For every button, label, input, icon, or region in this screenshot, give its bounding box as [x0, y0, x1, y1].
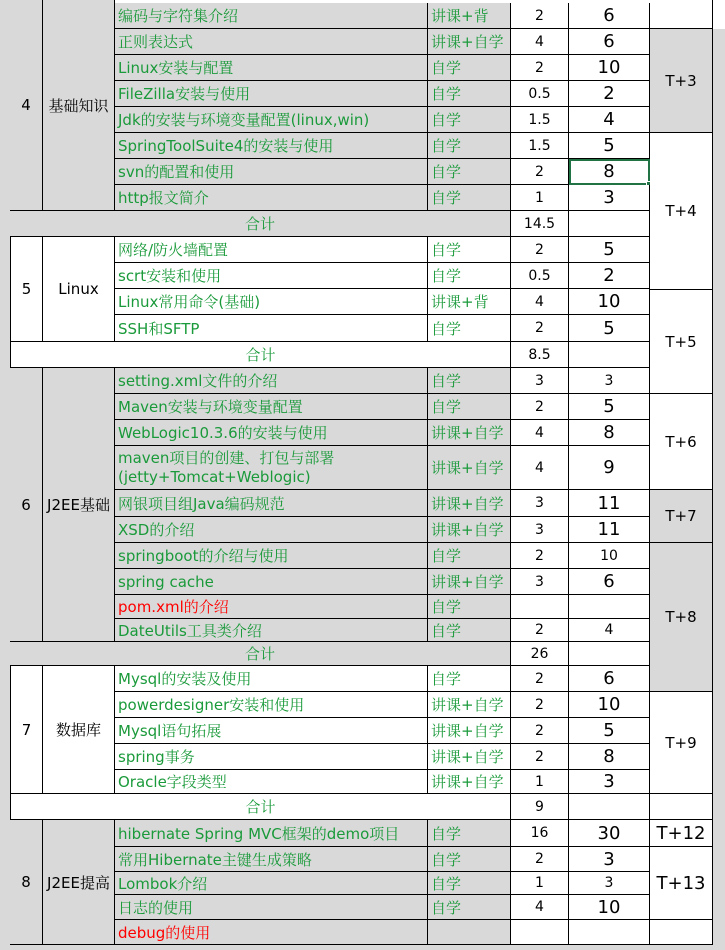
topic-cell[interactable]: spring cache	[115, 569, 428, 595]
days-cell[interactable]: 3	[569, 847, 650, 872]
topic-cell[interactable]: Mysql的安装及使用	[115, 666, 428, 692]
days-cell[interactable]	[569, 920, 650, 945]
hours-cell[interactable]: 3	[511, 490, 569, 517]
topic-cell[interactable]: svn的配置和使用	[115, 159, 428, 185]
hours-cell[interactable]: 2	[511, 543, 569, 569]
hours-cell[interactable]: 3	[511, 517, 569, 543]
topic-cell[interactable]: 常用Hibernate主键生成策略	[115, 847, 428, 872]
section-number[interactable]: 7	[10, 666, 43, 794]
days-cell[interactable]: 8	[569, 420, 650, 446]
hours-cell[interactable]: 1.5	[511, 133, 569, 159]
hours-cell[interactable]: 0.5	[511, 81, 569, 107]
hours-cell[interactable]: 1	[511, 770, 569, 794]
section-name[interactable]: 基础知识	[43, 0, 115, 211]
days-cell[interactable]: 2	[569, 263, 650, 289]
mode-cell[interactable]: 讲课+自学	[428, 569, 511, 595]
hours-cell[interactable]: 2	[511, 692, 569, 718]
days-cell[interactable]: 3	[569, 185, 650, 211]
mode-cell[interactable]: 自学	[428, 159, 511, 185]
hours-cell[interactable]	[511, 920, 569, 945]
topic-cell[interactable]: Linux安装与配置	[115, 55, 428, 81]
schedule-cell[interactable]: T+9	[650, 692, 713, 794]
topic-cell[interactable]: spring事务	[115, 744, 428, 770]
hours-cell[interactable]: 2	[511, 666, 569, 692]
mode-cell[interactable]: 自学	[428, 847, 511, 872]
schedule-cell[interactable]: T+13	[650, 847, 713, 920]
hours-cell[interactable]: 1.5	[511, 107, 569, 133]
schedule-cell[interactable]: T+12	[650, 820, 713, 847]
hours-cell[interactable]: 2	[511, 315, 569, 342]
days-cell[interactable]: 8	[569, 744, 650, 770]
total-label[interactable]: 合计	[10, 642, 511, 666]
schedule-cell[interactable]: T+3	[650, 29, 713, 133]
days-cell[interactable]: 3	[569, 368, 650, 394]
mode-cell[interactable]: 讲课+背	[428, 3, 511, 29]
mode-cell[interactable]: 讲课+自学	[428, 692, 511, 718]
hours-cell[interactable]: 2	[511, 394, 569, 420]
hours-cell[interactable]: 2	[511, 744, 569, 770]
total-label[interactable]: 合计	[10, 794, 511, 820]
mode-cell[interactable]: 讲课+自学	[428, 446, 511, 490]
mode-cell[interactable]: 自学	[428, 263, 511, 289]
hours-cell[interactable]: 1	[511, 185, 569, 211]
section-name[interactable]: 数据库	[43, 666, 115, 794]
total-days-empty[interactable]	[569, 211, 650, 237]
total-hours[interactable]: 9	[511, 794, 569, 820]
hours-cell[interactable]: 4	[511, 446, 569, 490]
days-cell[interactable]: 6	[569, 569, 650, 595]
schedule-cell[interactable]: T+7	[650, 490, 713, 543]
hours-cell[interactable]: 0.5	[511, 263, 569, 289]
section-number[interactable]: 6	[10, 368, 43, 642]
mode-cell[interactable]: 自学	[428, 394, 511, 420]
topic-cell[interactable]: setting.xml文件的介绍	[115, 368, 428, 394]
topic-cell[interactable]: XSD的介绍	[115, 517, 428, 543]
days-cell[interactable]: 3	[569, 872, 650, 895]
total-days-empty[interactable]	[569, 794, 650, 820]
mode-cell[interactable]: 自学	[428, 55, 511, 81]
days-cell[interactable]: 10	[569, 55, 650, 81]
mode-cell[interactable]: 自学	[428, 666, 511, 692]
days-cell[interactable]: 3	[569, 770, 650, 794]
days-cell[interactable]: 10	[569, 289, 650, 315]
days-cell[interactable]: 5	[569, 718, 650, 744]
topic-cell[interactable]: Oracle字段类型	[115, 770, 428, 794]
schedule-cell-empty[interactable]	[650, 794, 713, 820]
hours-cell[interactable]: 2	[511, 3, 569, 29]
topic-cell[interactable]: 正则表达式	[115, 29, 428, 55]
topic-cell[interactable]: 网络/防火墙配置	[115, 237, 428, 263]
topic-cell[interactable]: SpringToolSuite4的安装与使用	[115, 133, 428, 159]
hours-cell[interactable]: 1	[511, 872, 569, 895]
section-name[interactable]: Linux	[43, 237, 115, 342]
hours-cell[interactable]: 4	[511, 29, 569, 55]
schedule-cell[interactable]: T+6	[650, 394, 713, 490]
total-label[interactable]: 合计	[10, 342, 511, 368]
topic-cell[interactable]: Linux常用命令(基础)	[115, 289, 428, 315]
topic-cell[interactable]: http报文简介	[115, 185, 428, 211]
hours-cell[interactable]	[511, 595, 569, 619]
section-number[interactable]: 8	[10, 820, 43, 945]
schedule-cell[interactable]: T+8	[650, 543, 713, 692]
mode-cell[interactable]: 讲课+自学	[428, 744, 511, 770]
hours-cell[interactable]: 2	[511, 159, 569, 185]
next-column-strip	[713, 29, 725, 950]
topic-cell[interactable]: Lombok介绍	[115, 872, 428, 895]
section-number[interactable]: 5	[10, 237, 43, 342]
mode-cell[interactable]: 自学	[428, 315, 511, 342]
hours-cell[interactable]: 3	[511, 569, 569, 595]
topic-cell[interactable]: springboot的介绍与使用	[115, 543, 428, 569]
schedule-cell[interactable]: T+5	[650, 290, 713, 394]
hours-cell[interactable]: 4	[511, 420, 569, 446]
topic-cell[interactable]: debug的使用	[115, 920, 428, 945]
mode-cell[interactable]: 自学	[428, 81, 511, 107]
mode-cell[interactable]: 自学	[428, 185, 511, 211]
schedule-cell-empty[interactable]	[650, 0, 713, 29]
mode-cell[interactable]: 讲课+自学	[428, 770, 511, 794]
days-cell[interactable]: 6	[569, 29, 650, 55]
days-cell[interactable]: 30	[569, 820, 650, 847]
mode-cell[interactable]: 讲课+自学	[428, 718, 511, 744]
topic-cell[interactable]: hibernate Spring MVC框架的demo项目	[115, 820, 428, 847]
hours-cell[interactable]: 2	[511, 619, 569, 642]
days-cell-selected[interactable]: 8	[569, 159, 650, 185]
days-cell[interactable]: 6	[569, 3, 650, 29]
mode-cell[interactable]: 自学	[428, 872, 511, 895]
mode-cell[interactable]	[428, 920, 511, 945]
days-cell[interactable]: 5	[569, 394, 650, 420]
topic-cell[interactable]: 编码与字符集介绍	[115, 3, 428, 29]
days-cell[interactable]: 6	[569, 666, 650, 692]
days-cell[interactable]: 11	[569, 490, 650, 517]
schedule-cell-empty[interactable]	[650, 920, 713, 945]
total-days-empty[interactable]	[569, 642, 650, 666]
hours-cell[interactable]: 2	[511, 55, 569, 81]
total-hours[interactable]: 26	[511, 642, 569, 666]
days-cell[interactable]: 9	[569, 446, 650, 490]
row-header-strip	[0, 0, 10, 950]
hours-cell[interactable]: 3	[511, 368, 569, 394]
mode-cell[interactable]: 自学	[428, 895, 511, 920]
hours-cell[interactable]: 2	[511, 237, 569, 263]
days-cell[interactable]: 10	[569, 543, 650, 569]
hours-cell[interactable]: 2	[511, 847, 569, 872]
mode-cell[interactable]: 自学	[428, 237, 511, 263]
topic-cell[interactable]: 日志的使用	[115, 895, 428, 920]
section-number[interactable]: 4	[10, 0, 43, 211]
mode-cell[interactable]: 讲课+自学	[428, 420, 511, 446]
topic-cell[interactable]: FileZilla安装与使用	[115, 81, 428, 107]
topic-cell[interactable]: WebLogic10.3.6的安装与使用	[115, 420, 428, 446]
days-cell[interactable]: 4	[569, 107, 650, 133]
days-cell[interactable]: 10	[569, 895, 650, 920]
hours-cell[interactable]: 4	[511, 895, 569, 920]
topic-cell[interactable]: scrt安装和使用	[115, 263, 428, 289]
topic-cell[interactable]: Jdk的安装与环境变量配置(linux,win)	[115, 107, 428, 133]
mode-cell[interactable]: 自学	[428, 543, 511, 569]
topic-cell[interactable]: Mysql语句拓展	[115, 718, 428, 744]
total-label[interactable]: 合计	[10, 211, 511, 237]
topic-cell[interactable]: pom.xml的介绍	[115, 595, 428, 619]
days-cell[interactable]: 4	[569, 619, 650, 642]
days-cell[interactable]	[569, 595, 650, 619]
hours-cell[interactable]: 2	[511, 718, 569, 744]
topic-cell[interactable]: 网银项目组Java编码规范	[115, 490, 428, 517]
mode-cell[interactable]: 自学	[428, 107, 511, 133]
hours-cell[interactable]: 16	[511, 820, 569, 847]
mode-cell[interactable]: 自学	[428, 368, 511, 394]
section-name[interactable]: J2EE提高	[43, 820, 115, 945]
schedule-cell[interactable]: T+4	[650, 133, 713, 290]
days-cell[interactable]: 5	[569, 133, 650, 159]
mode-cell[interactable]: 自学	[428, 820, 511, 847]
days-cell[interactable]: 11	[569, 517, 650, 543]
topic-cell[interactable]: DateUtils工具类介绍	[115, 619, 428, 642]
mode-cell[interactable]: 自学	[428, 595, 511, 619]
mode-cell[interactable]: 讲课+背	[428, 289, 511, 315]
topic-cell[interactable]: SSH和SFTP	[115, 315, 428, 342]
hours-cell[interactable]: 4	[511, 289, 569, 315]
mode-cell[interactable]: 自学	[428, 133, 511, 159]
topic-cell[interactable]: powerdesigner安装和使用	[115, 692, 428, 718]
total-hours[interactable]: 14.5	[511, 211, 569, 237]
mode-cell[interactable]: 讲课+自学	[428, 29, 511, 55]
mode-cell[interactable]: 自学	[428, 619, 511, 642]
mode-cell[interactable]: 讲课+自学	[428, 490, 511, 517]
topic-cell[interactable]: maven项目的创建、打包与部署(jetty+Tomcat+Weblogic)	[115, 446, 428, 490]
days-cell[interactable]: 5	[569, 315, 650, 342]
next-row-strip	[10, 945, 725, 950]
total-days-empty[interactable]	[569, 342, 650, 368]
section-name[interactable]: J2EE基础	[43, 368, 115, 642]
days-cell[interactable]: 10	[569, 692, 650, 718]
days-cell[interactable]: 2	[569, 81, 650, 107]
topic-cell[interactable]: Maven安装与环境变量配置	[115, 394, 428, 420]
days-cell[interactable]: 5	[569, 237, 650, 263]
mode-cell[interactable]: 讲课+自学	[428, 517, 511, 543]
total-hours[interactable]: 8.5	[511, 342, 569, 368]
